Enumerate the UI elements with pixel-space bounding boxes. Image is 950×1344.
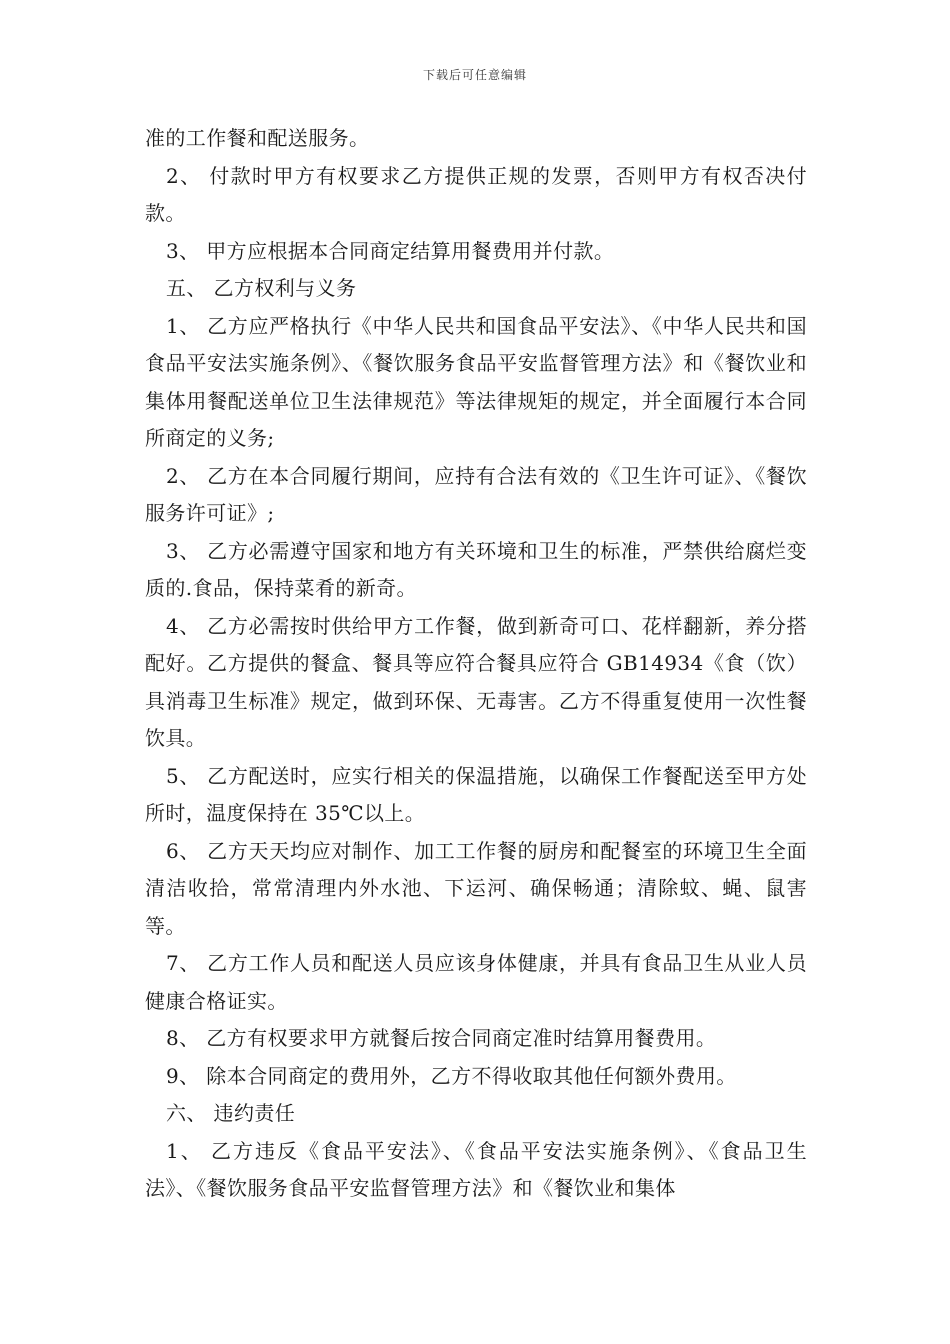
section-heading-6: 六、 违约责任 — [166, 1101, 296, 1125]
paragraph-item-3: 3、 乙方必需遵守国家和地方有关环境和卫生的标准，严禁供给腐烂变质的.食品，保持菜肴的新奇。 — [145, 538, 807, 600]
paragraph-item-3: 3、 甲方应根据本合同商定结算用餐费用并付款。 — [166, 238, 615, 263]
paragraph-item-1: 1、 乙方违反《食品平安法》、《食品平安法实施条例》、《食品卫生法》、《餐饮服务食品平安监督管理方法》和《餐饮业和集体 — [145, 1138, 807, 1200]
section-heading-5: 五、 乙方权利与义务 — [166, 276, 357, 300]
paragraph-item-2: 2、 乙方在本合同履行期间，应持有合法有效的《卫生许可证》、《餐饮服务许可证》; — [145, 463, 807, 525]
document-body — [145, 120, 807, 1208]
paragraph-item-8: 8、 乙方有权要求甲方就餐后按合同商定准时结算用餐费用。 — [166, 1026, 717, 1050]
paragraph-item-9: 9、 除本合同商定的费用外，乙方不得收取其他任何额外费用。 — [166, 1063, 737, 1088]
paragraph-item-7: 7、 乙方工作人员和配送人员应该身体健康，并具有食品卫生从业人员健康合格证实。 — [145, 951, 807, 1013]
paragraph-item-1: 1、 乙方应严格执行《中华人民共和国食品平安法》、《中华人民共和国食品平安法实施条例》、《餐饮服务食品平安监督管理方法》和《餐饮业和集体用餐配送单位卫生法律规范》等法律规矩的规定，并全面履行本合同所商定的义务; — [145, 313, 807, 450]
page-header-note: 下载后可任意编辑 — [422, 68, 527, 82]
paragraph-item-5: 5、 乙方配送时，应实行相关的保温措施，以确保工作餐配送至甲方处所时，温度保持在 35℃以上。 — [145, 763, 807, 825]
paragraph-item-2: 2、 付款时甲方有权要求乙方提供正规的发票，否则甲方有权否决付款。 — [145, 163, 807, 225]
paragraph-item-4: 4、 乙方必需按时供给甲方工作餐，做到新奇可口、花样翻新，养分搭配好。乙方提供的餐盒、餐具等应符合餐具应符合 GB14934《食（饮）具消毒卫生标准》规定，做到环保、无毒害。乙方不得重复使用一次性餐饮具。 — [145, 613, 807, 750]
paragraph-continuation: 准的工作餐和配送服务。 — [145, 126, 370, 150]
paragraph-item-6: 6、 乙方天天均应对制作、加工工作餐的厨房和配餐室的环境卫生全面清洁收拾，常常清理内外水池、下运河、确保畅通；清除蚊、蝇、鼠害等。 — [145, 838, 807, 938]
